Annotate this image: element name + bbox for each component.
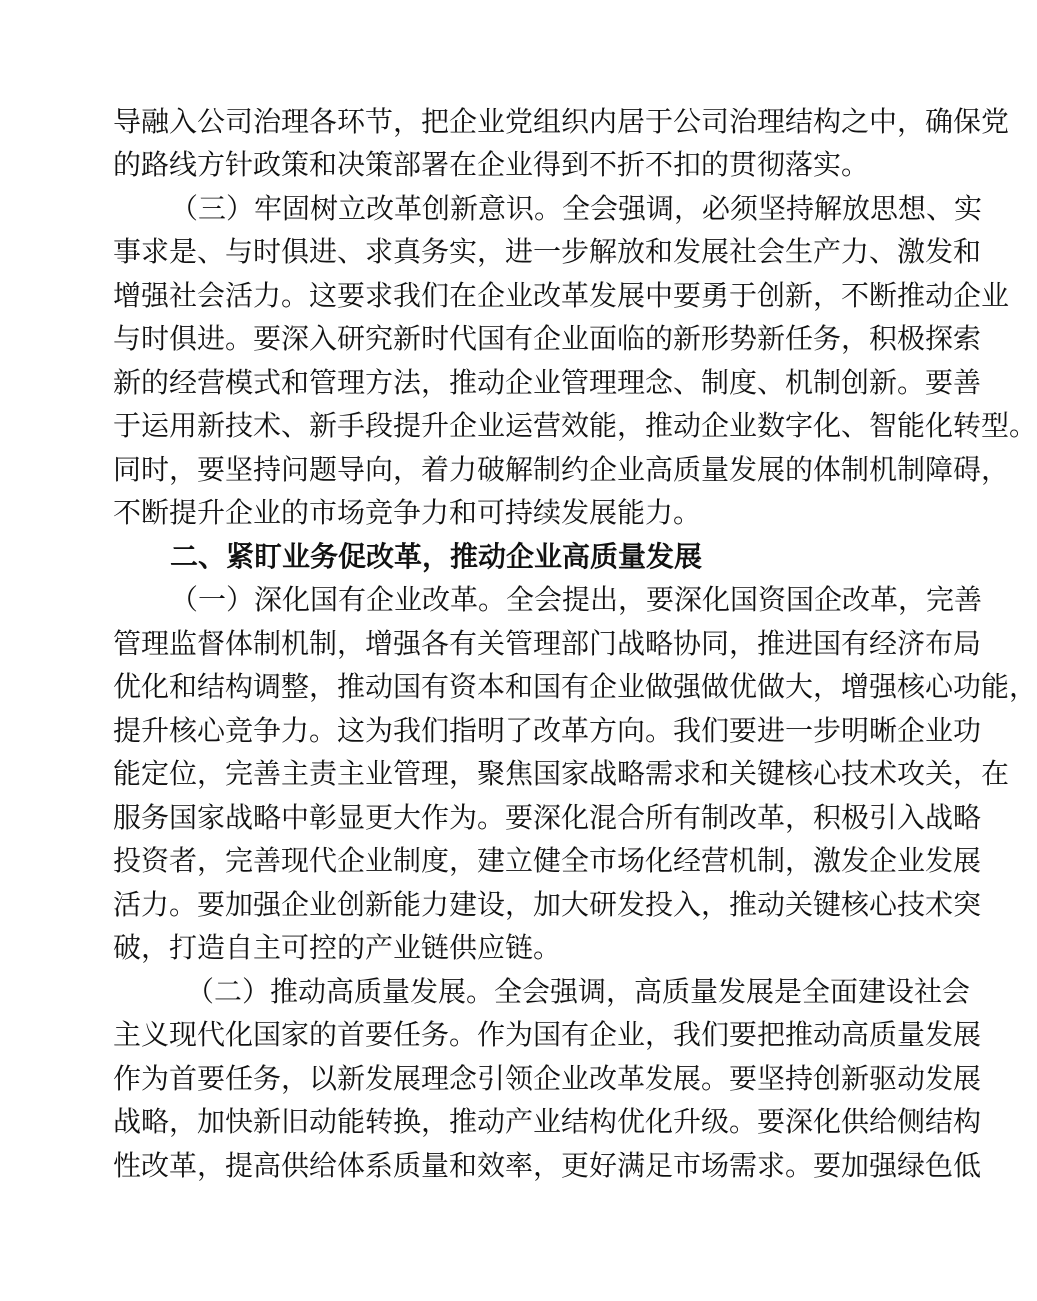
section-heading: 二、紧盯业务促改革，推动企业高质量发展 <box>170 540 703 573</box>
text-line: 能定位，完善主责主业管理，聚焦国家战略需求和关键核心技术攻关，在 <box>113 757 1010 790</box>
text-line: 新的经营模式和管理方法，推动企业管理理念、制度、机制创新。要善 <box>113 366 982 399</box>
text-line: 事求是、与时俱进、求真务实，进一步解放和发展社会生产力、激发和 <box>113 235 982 268</box>
text-line: 战略，加快新旧动能转换，推动产业结构优化升级。要深化供给侧结构 <box>113 1105 982 1138</box>
text-line: 服务国家战略中彰显更大作为。要深化混合所有制改革，积极引入战略 <box>113 801 982 834</box>
text-line: 增强社会活力。这要求我们在企业改革发展中要勇于创新，不断推动企业 <box>113 279 1010 312</box>
text-line: 管理监督体制机制，增强各有关管理部门战略协同，推进国有经济布局 <box>113 627 982 660</box>
text-line: 投资者，完善现代企业制度，建立健全市场化经营机制，激发企业发展 <box>113 844 982 877</box>
text-line: 破，打造自主可控的产业链供应链。 <box>113 931 562 964</box>
text-line: 与时俱进。要深入研究新时代国有企业面临的新形势新任务，积极探索 <box>113 322 982 355</box>
text-line: 导融入公司治理各环节，把企业党组织内居于公司治理结构之中，确保党 <box>113 105 1010 138</box>
text-line: 的路线方针政策和决策部署在企业得到不折不扣的贯彻落实。 <box>113 148 870 181</box>
text-line: 提升核心竞争力。这为我们指明了改革方向。我们要进一步明晰企业功 <box>113 714 982 747</box>
paragraph-start-line: （一）深化国有企业改革。全会提出，要深化国资国企改革，完善 <box>170 583 983 616</box>
paragraph-start-line: （三）牢固树立改革创新意识。全会强调，必须坚持解放思想、实 <box>170 192 983 225</box>
text-line: 性改革，提高供给体系质量和效率，更好满足市场需求。要加强绿色低 <box>113 1149 982 1182</box>
text-line: 作为首要任务，以新发展理念引领企业改革发展。要坚持创新驱动发展 <box>113 1062 982 1095</box>
paragraph-start-line: （二）推动高质量发展。全会强调，高质量发展是全面建设社会 <box>186 975 971 1008</box>
text-line: 活力。要加强企业创新能力建设，加大研发投入，推动关键核心技术突 <box>113 888 982 921</box>
text-line: 主义现代化国家的首要任务。作为国有企业，我们要把推动高质量发展 <box>113 1018 982 1051</box>
text-line: 优化和结构调整，推动国有资本和国有企业做强做优做大，增强核心功能， <box>113 670 1037 703</box>
text-line: 同时，要坚持问题导向，着力破解制约企业高质量发展的体制机制障碍， <box>113 453 1010 486</box>
text-line: 于运用新技术、新手段提升企业运营效能，推动企业数字化、智能化转型。 <box>113 409 1037 442</box>
text-line: 不断提升企业的市场竞争力和可持续发展能力。 <box>113 496 702 529</box>
